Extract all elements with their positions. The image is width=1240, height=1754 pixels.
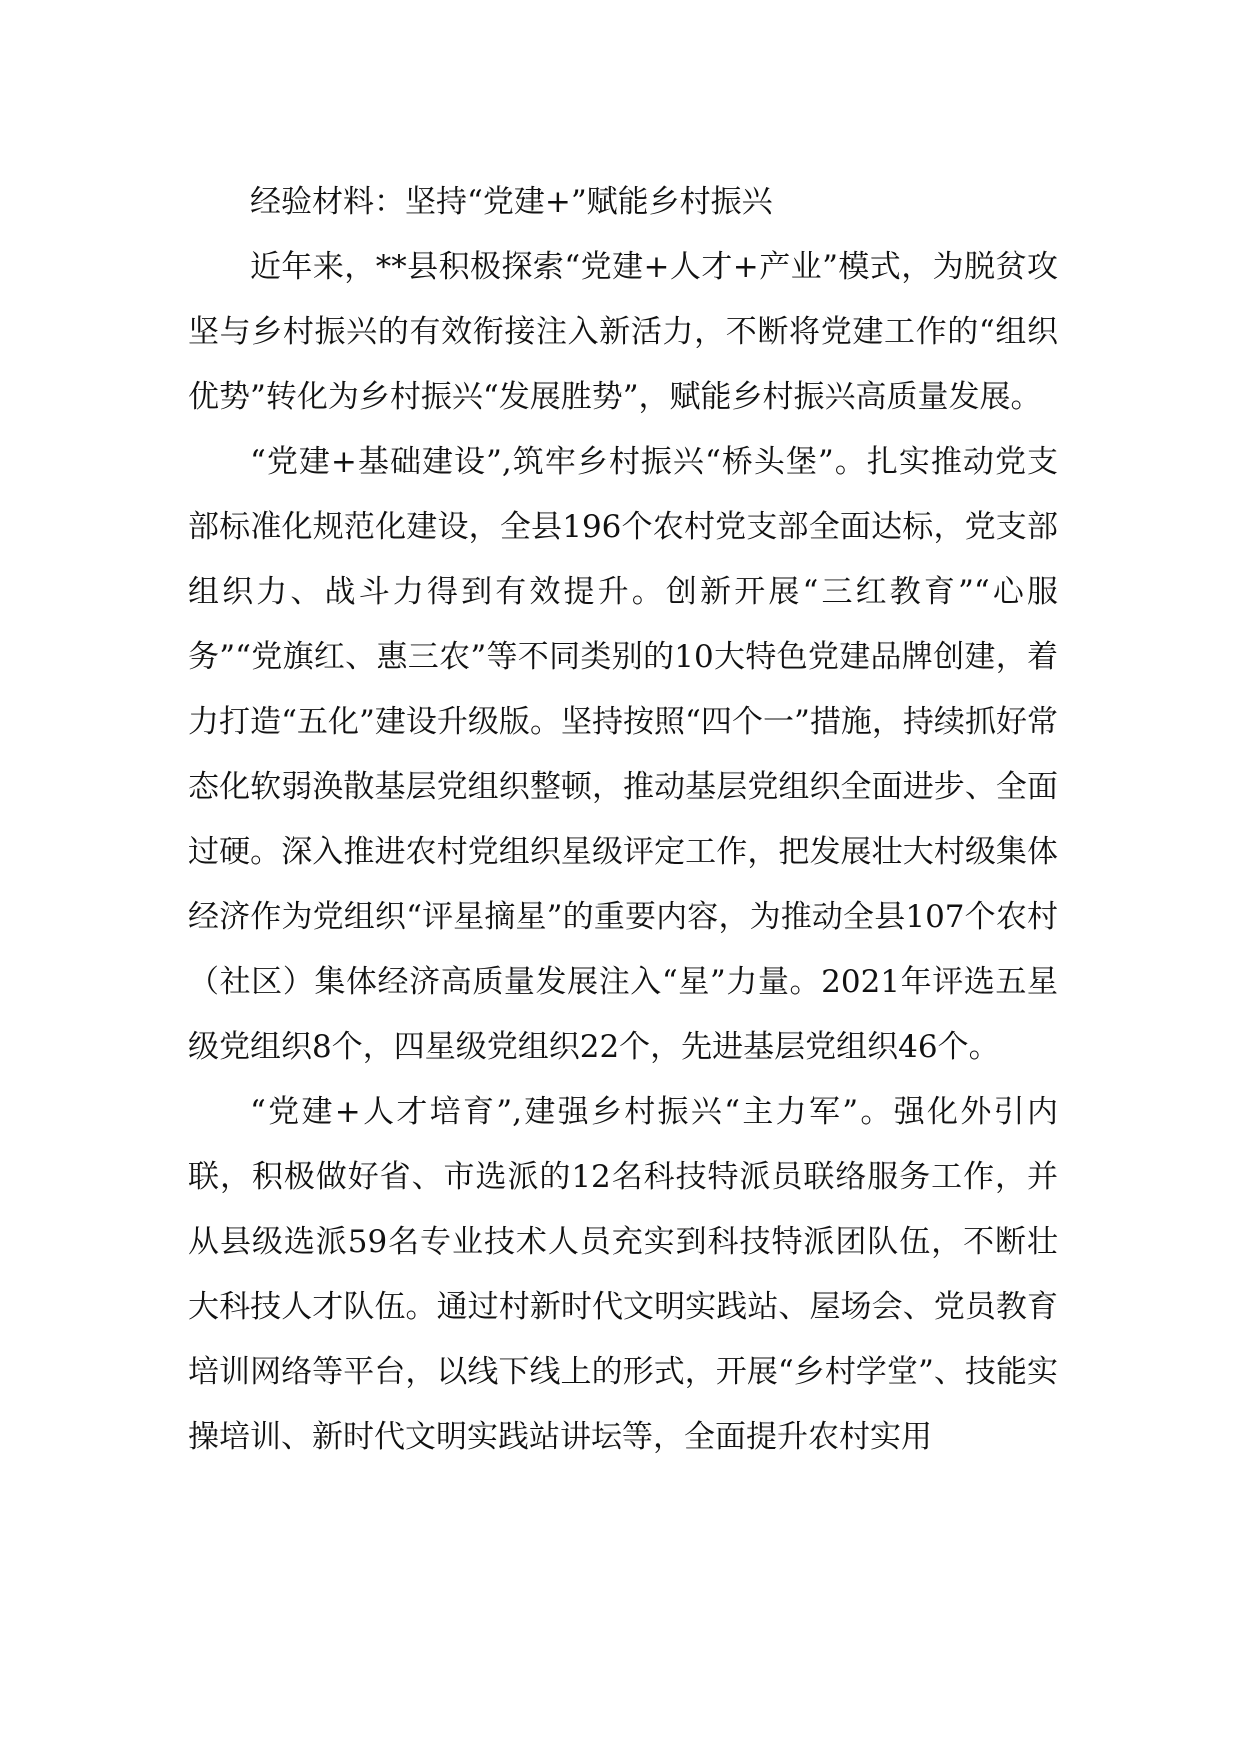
paragraph-party-building-talent: “党建+人才培育”,建强乡村振兴“主力军”。强化外引内联，积极做好省、市选派的12名科技特派员联络服务工作，并从县级选派59名专业技术人员充实到科技特派团队伍，不断壮大科技人才队伍。通过村新时代文明实践站、屋场会、党员教育培训网络等平台，以线下线上的形式，开展“乡村学堂”、技能实操培训、新时代文明实践站讲坛等，全面提升农村实用 xyxy=(188,1094,1058,1455)
document-title: 经验材料：坚持“党建+”赋能乡村振兴 xyxy=(250,184,773,220)
paragraph-intro: 近年来，**县积极探索“党建+人才+产业”模式，为脱贫攻坚与乡村振兴的有效衔接注入新活力，不断将党建工作的“组织优势”转化为乡村振兴“发展胜势”，赋能乡村振兴高质量发展。 xyxy=(188,249,1058,415)
paragraph-party-building-infrastructure: “党建+基础建设”,筑牢乡村振兴“桥头堡”。扎实推动党支部标准化规范化建设，全县196个农村党支部全面达标，党支部组织力、战斗力得到有效提升。创新开展“三红教育”“心服务”“党旗红、惠三农”等不同类别的10大特色党建品牌创建，着力打造“五化”建设升级版。坚持按照“四个一”措施，持续抓好常态化软弱涣散基层党组织整顿，推动基层党组织全面进步、全面过硬。深入推进农村党组织星级评定工作，把发展壮大村级集体经济作为党组织“评星摘星”的重要内容，为推动全县107个农村（社区）集体经济高质量发展注入“星”力量。2021年评选五星级党组织8个，四星级党组织22个，先进基层党组织46个。 xyxy=(188,444,1058,1065)
document-body xyxy=(188,170,1058,1470)
